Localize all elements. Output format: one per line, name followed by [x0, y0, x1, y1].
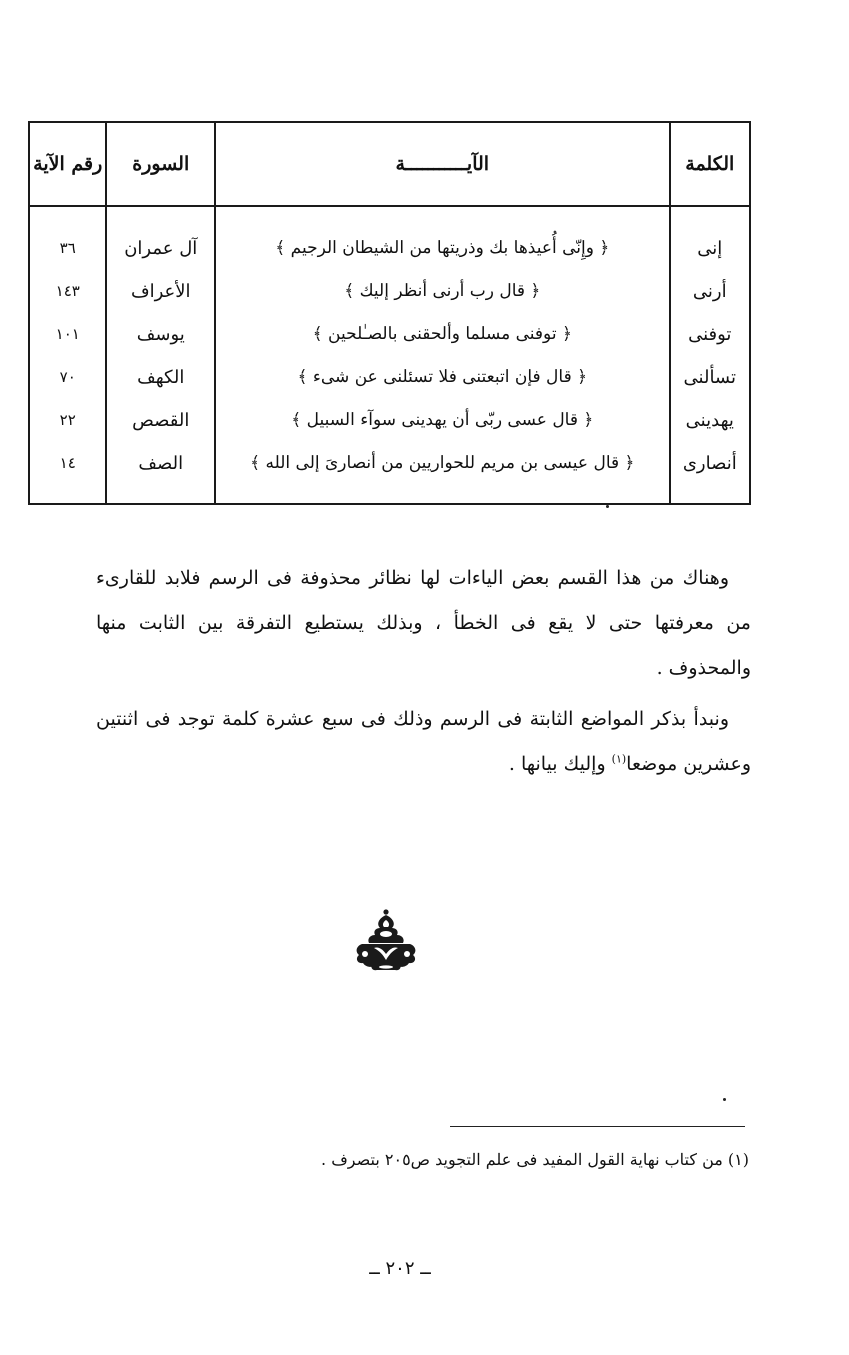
- word-cell: إنى: [697, 238, 723, 259]
- verse-cell: ﴿ قال عسى ربّى أن يهدينى سوآء السبيل ﴾: [291, 410, 594, 430]
- header-verse-number: رقم الآية: [29, 122, 106, 206]
- verse-column: [215, 206, 670, 504]
- header-word: الكلمة: [670, 122, 750, 206]
- word-cell: يهدينى: [685, 410, 734, 431]
- table-header-row: [29, 122, 750, 206]
- word-cell: أنصارى: [682, 453, 737, 474]
- surah-cell: الصف: [138, 453, 184, 474]
- verse-cell: ﴿ قال فإن اتبعتنى فلا تسئلنى عن شىء ﴾: [297, 367, 588, 387]
- verse-cell: ﴿ توفنى مسلما وألحقنى بالصـٰلحين ﴾: [312, 324, 572, 344]
- page-number: ــ ٢٠٢ ــ: [369, 1258, 431, 1279]
- paragraph-2-tail: وإليك بيانها .: [508, 753, 612, 775]
- verse-cell: ﴿ قال رب أرنى أنظر إليك ﴾: [344, 281, 541, 301]
- footnote-separator: [450, 1126, 745, 1127]
- verse-cell: ﴿ وإِنّى أُعيذها بك وذريتها من الشيطان الرجيم ﴾: [275, 238, 610, 258]
- header-surah: السورة: [106, 122, 215, 206]
- surah-cell: آل عمران: [124, 238, 198, 259]
- verse-number-cell: ٣٦: [59, 239, 76, 257]
- paragraph-2-text: ونبدأ بذكر المواضع الثابتة فى الرسم وذلك فى سبع عشرة كلمة توجد فى اثنتين وعشرين موضعا: [96, 708, 751, 775]
- header-verse: الآيـــــــــــة: [215, 122, 670, 206]
- verse-number-cell: ٢٢: [59, 411, 76, 429]
- surah-cell: الأعراف: [130, 281, 191, 302]
- verse-number-cell: ١٤: [59, 454, 76, 472]
- ink-dot: [723, 1098, 726, 1101]
- verse-number-column: [29, 206, 106, 504]
- paragraph-1: وهناك من هذا القسم بعض الياءات لها نظائر محذوفة فى الرسم فلابد للقارىء من معرفتها حتى لا يقع فى الخطأ ، وبذلك يستطيع التفرقة بين الثابت منها والمحذوف .: [96, 567, 751, 679]
- word-cell: تسألنى: [683, 367, 737, 388]
- verse-number-cell: ١٠١: [55, 325, 80, 343]
- word-cell: أرنى: [692, 281, 727, 302]
- verse-cell: ﴿ قال عيسى بن مريم للحواريين من أنصارىَ إلى الله ﴾: [250, 453, 635, 473]
- body-text: [96, 556, 751, 787]
- floral-ornament-icon: [352, 908, 420, 972]
- paragraph-2: [96, 697, 751, 787]
- ink-dot: [606, 505, 609, 508]
- table-body-row: [29, 206, 750, 504]
- verse-number-cell: ٧٠: [59, 368, 76, 386]
- words-table: [28, 121, 751, 505]
- word-cell: توفنى: [688, 324, 732, 345]
- surah-cell: يوسف: [136, 324, 185, 345]
- verse-number-cell: ١٤٣: [55, 282, 80, 300]
- surah-column: [106, 206, 215, 504]
- footnote: (١) من كتاب نهاية القول المفيد فى علم التجويد ص٢٠٥ بتصرف .: [321, 1150, 749, 1169]
- surah-cell: الكهف: [137, 367, 185, 388]
- surah-cell: القصص: [132, 410, 190, 431]
- word-column: [670, 206, 750, 504]
- footnote-reference: (١): [611, 752, 627, 766]
